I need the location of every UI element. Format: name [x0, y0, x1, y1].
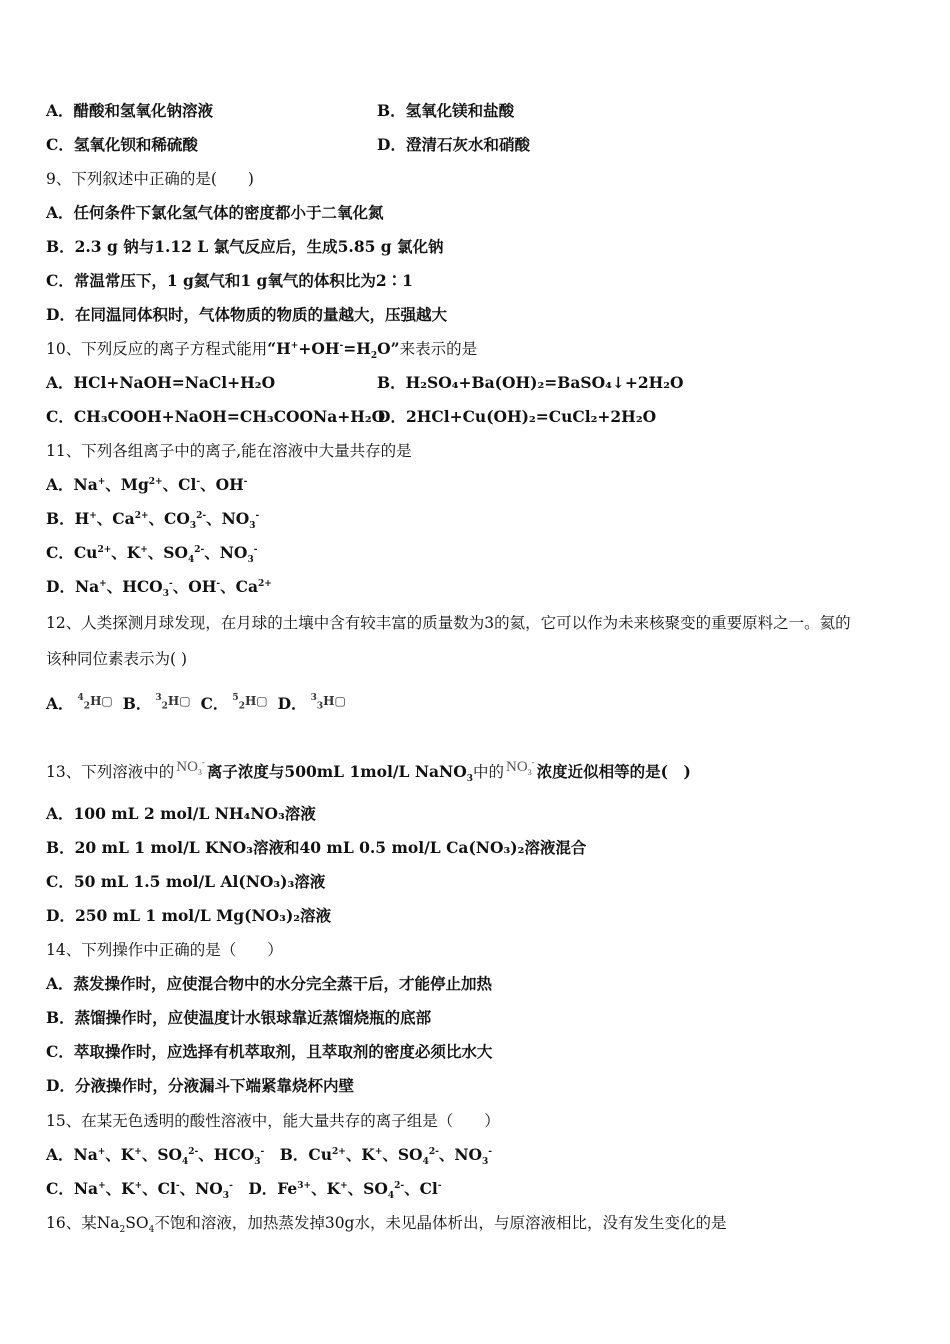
q8-option-c: C．氢氧化钡和稀硫酸	[46, 135, 198, 154]
q16-stem: 16、某$Na_2SO_4$不饱和溶液，加热蒸发掉30g水，未见晶体析出，与原溶液相比，没有发生变化的是	[46, 1214, 727, 1236]
q9-option-b: B．2.3 g 钠与1.12 L 氯气反应后，生成5.85 g 氯化钠	[46, 237, 444, 256]
nuclide-image-a: $^4_2$H▢	[77, 693, 113, 712]
q13-option-a: A．100 mL 2 mol/L NH₄NO₃溶液	[46, 804, 316, 823]
q9-option-c: C．常温常压下，1 g氦气和1 g氧气的体积比为2∶1	[46, 271, 413, 290]
q13-option-c: C．50 mL 1.5 mol/L Al(NO₃)₃溶液	[46, 872, 326, 891]
q16-stem-b: SO	[125, 1214, 149, 1232]
q16-stem-c: 不饱和溶液，加热蒸发掉30g水，未见晶体析出，与原溶液相比，没有发生变化的是	[154, 1214, 727, 1232]
q11-option-c: C．$Cu^{2+}$、K+、$SO_4^{2-}$、$NO_3^-$	[46, 543, 258, 566]
q10-stem	[46, 338, 477, 360]
q8-option-b: B．氢氧化镁和盐酸	[377, 101, 515, 120]
q14-stem: 14、下列操作中正确的是（ ）	[46, 941, 283, 959]
q15-stem: 15、在某无色透明的酸性溶液中，能大量共存的离子组是（ ）	[46, 1112, 500, 1130]
q15-options-ab: A．Na+、K+、$SO_4^{2-}$、$HCO_3^-$ B．$Cu^{2+}$、K+、$SO_4^{2-}$、$NO_3^-$	[46, 1145, 493, 1168]
q13-stem-c: 中的	[472, 763, 504, 781]
q14-option-b: B．蒸馏操作时，应使温度计水银球靠近蒸馏烧瓶的底部	[46, 1008, 432, 1027]
q9-option-a: A．任何条件下氯化氢气体的密度都小于二氧化氮	[46, 203, 384, 222]
q13-option-b: B．20 mL 1 mol/L KNO₃溶液和40 mL 0.5 mol/L Ca(NO₃)₂溶液混合	[46, 838, 587, 857]
q9-option-d: D．在同温同体积时，气体物质的物质的量越大，压强越大	[46, 305, 447, 324]
nuclide-image-c: $^5_2$H▢	[232, 693, 268, 712]
q10-option-a: A．HCl+NaOH=NaCl+H₂O	[46, 373, 276, 392]
nuclide-image-d: $^3_3$H▢	[310, 693, 346, 712]
q15-options-cd: C．Na+、K+、Cl-、$NO_3^-$ D．$Fe^{3+}$、K+、$SO_4^{2-}$、Cl-	[46, 1179, 442, 1202]
q10-equation: “$H^++OH^-=H_2O$”	[267, 339, 400, 362]
q14-option-c: C．萃取操作时，应选择有机萃取剂，且萃取剂的密度必须比水大	[46, 1042, 493, 1061]
q14-option-d: D．分液操作时，分液漏斗下端紧靠烧杯内壁	[46, 1076, 354, 1095]
q11-option-a: A．Na+、$Mg^{2+}$、Cl-、OH-	[46, 475, 248, 494]
nitrate-formula-image: $NO_3^-$	[176, 757, 205, 777]
q13-stem: 13、下列溶液中的 $NO_3^-$ 离子浓度与500mL 1mol/L NaNO$_3$中的 $NO_3^-$ 浓度近似相等的是( )	[46, 757, 691, 785]
q13-stem-b: 离子浓度与500mL 1mol/L NaNO	[206, 762, 467, 781]
q12-options	[46, 690, 356, 715]
q12-stem-line2: 该种同位素表示为( )	[46, 650, 188, 668]
q11-option-b: B．H+、$Ca^{2+}$、$CO_3^{2-}$、$NO_3^-$	[46, 509, 260, 532]
q13-option-d: D．250 mL 1 mol/L Mg(NO₃)₂溶液	[46, 906, 332, 925]
q12-stem-line1: 12、人类探测月球发现，在月球的土壤中含有较丰富的质量数为3的氦，它可以作为未来核聚变的重要原料之一。氦的	[46, 614, 851, 632]
q11-stem: 11、下列各组离子中的离子,能在溶液中大量共存的是	[46, 442, 412, 460]
q10-stem-suffix: 来表示的是	[399, 340, 478, 358]
q13-stem-a: 13、下列溶液中的	[46, 763, 175, 781]
q10-option-d: D．2HCl+Cu(OH)₂=CuCl₂+2H₂O	[377, 407, 657, 426]
q9-stem: 9、下列叙述中正确的是( )	[46, 170, 254, 188]
q10-option-c: C．CH₃COOH+NaOH=CH₃COONa+H₂O	[46, 407, 386, 426]
q16-stem-a: 16、某Na	[46, 1214, 120, 1232]
q13-stem-d: 浓度近似相等的是( )	[536, 762, 691, 781]
nuclide-image-b: $^3_2$H▢	[155, 693, 191, 712]
q8-option-a: A．醋酸和氢氧化钠溶液	[46, 101, 214, 120]
q14-option-a: A．蒸发操作时，应使混合物中的水分完全蒸干后，才能停止加热	[46, 974, 493, 993]
q8-option-d: D．澄清石灰水和硝酸	[377, 135, 530, 154]
q10-option-b: B．H₂SO₄+Ba(OH)₂=BaSO₄↓+2H₂O	[377, 373, 684, 392]
q12-label-a: A．	[46, 694, 74, 713]
q11-option-d: D．Na+、$HCO_3^-$、OH-、$Ca^{2+}$	[46, 577, 272, 600]
q10-stem-prefix: 10、下列反应的离子方程式能用	[46, 340, 268, 358]
q12-label-d: D．	[277, 694, 307, 713]
nitrate-formula-image: $NO_3^-$	[506, 757, 535, 777]
q12-label-c: C．	[200, 694, 229, 713]
q12-label-b: B．	[122, 694, 152, 713]
